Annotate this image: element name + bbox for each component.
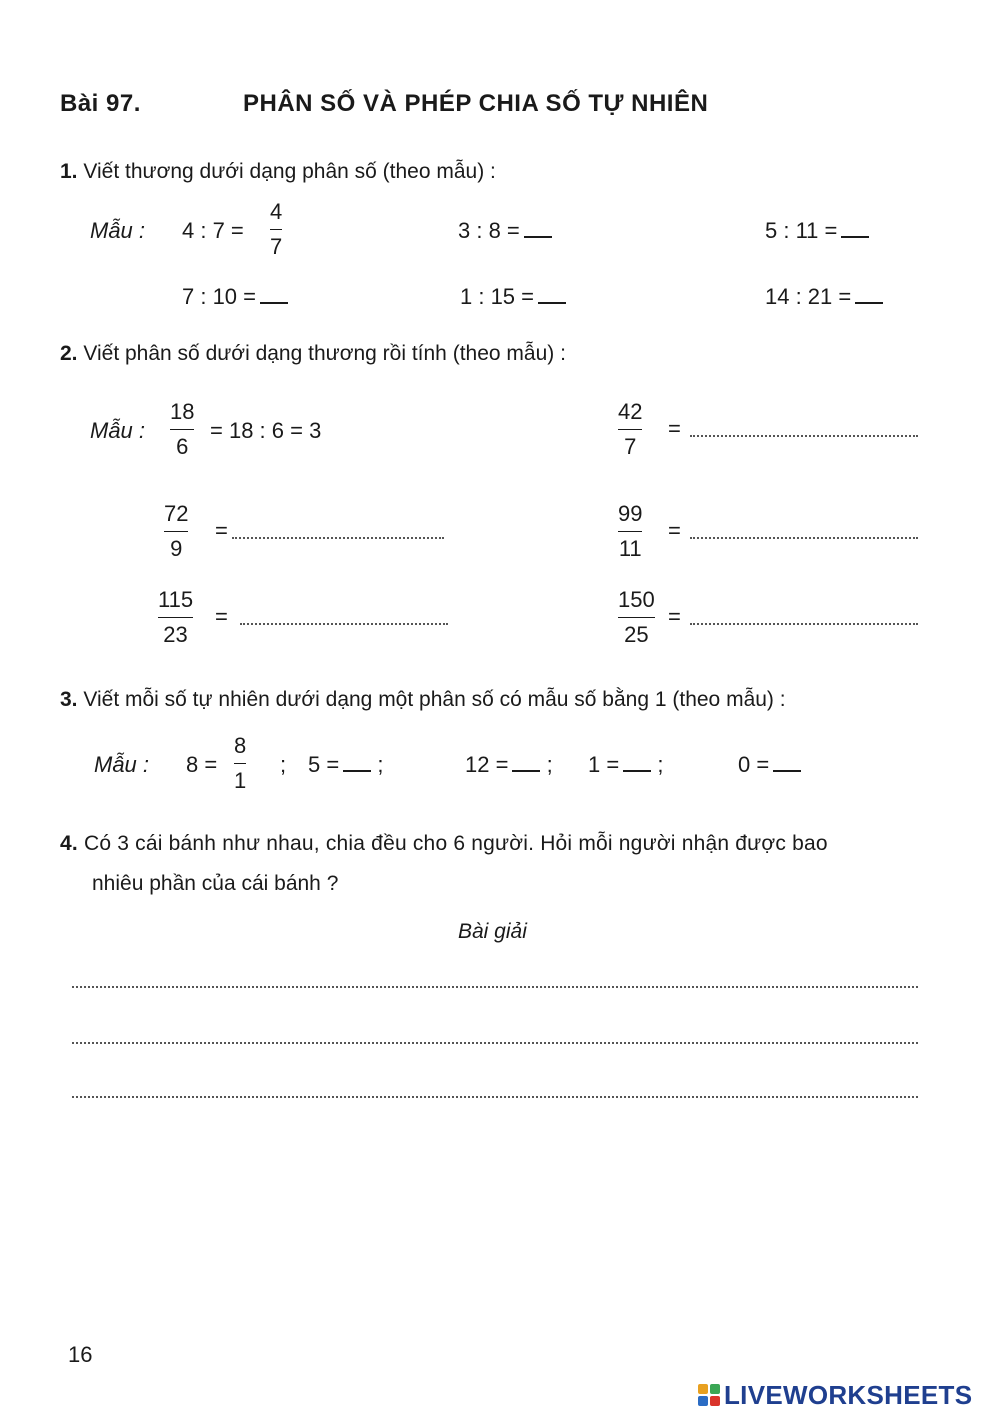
answer-blank[interactable] — [538, 298, 566, 304]
answer-blank[interactable] — [343, 766, 371, 772]
fraction-denominator: 7 — [624, 434, 637, 459]
fraction-denominator: 9 — [170, 536, 183, 561]
exercise-2-sample-label: Mẫu : — [90, 418, 146, 443]
answer-line[interactable] — [690, 623, 918, 625]
fraction-bar — [158, 617, 193, 618]
exercise-1-item — [182, 284, 288, 310]
item-expr: 1 = — [588, 752, 620, 777]
exercise-1-item — [765, 218, 869, 244]
separator: ; — [377, 752, 384, 777]
fraction-numerator: 42 — [618, 399, 643, 424]
page-number: 16 — [68, 1342, 93, 1367]
exercise-3-number: 3. — [60, 688, 78, 711]
exercise-1-sample-expr: 4 : 7 = — [182, 218, 244, 243]
exercise-4-prompt — [60, 832, 828, 856]
equals-sign: = — [668, 416, 681, 441]
answer-line[interactable] — [232, 537, 444, 539]
exercise-2-fraction — [618, 586, 655, 649]
fraction-numerator: 150 — [618, 587, 655, 612]
fraction-bar — [618, 617, 655, 618]
item-expr: 7 : 10 = — [182, 284, 257, 309]
fraction-denominator: 25 — [624, 622, 649, 647]
fraction-numerator: 18 — [170, 399, 195, 424]
exercise-3-sample-fraction — [234, 732, 246, 795]
answer-line[interactable] — [690, 537, 918, 539]
fraction-denominator: 11 — [618, 536, 642, 561]
logo-square — [698, 1384, 708, 1394]
equals-sign: = — [668, 518, 681, 543]
fraction-numerator: 8 — [234, 733, 247, 758]
exercise-2-prompt — [60, 342, 566, 366]
fraction-numerator: 4 — [270, 199, 283, 224]
exercise-1-item — [765, 284, 883, 310]
fraction-bar — [170, 429, 194, 430]
exercise-3-item — [588, 752, 663, 778]
equals-sign: = — [215, 518, 228, 543]
separator: ; — [546, 752, 553, 777]
fraction-denominator: 7 — [270, 234, 283, 259]
item-expr: 1 : 15 = — [460, 284, 535, 309]
item-expr: 12 = — [465, 752, 509, 777]
answer-blank[interactable] — [524, 232, 552, 238]
logo-square — [710, 1396, 720, 1406]
fraction-bar — [618, 429, 642, 430]
exercise-1-sample-label: Mẫu : — [90, 218, 146, 243]
solution-line[interactable] — [72, 986, 918, 988]
answer-blank[interactable] — [512, 766, 540, 772]
equals-sign: = — [215, 604, 228, 629]
answer-line[interactable] — [240, 623, 448, 625]
fraction-bar — [234, 763, 246, 764]
solution-line[interactable] — [72, 1042, 918, 1044]
answer-blank[interactable] — [773, 766, 801, 772]
logo-square — [710, 1384, 720, 1394]
page-title: PHÂN SỐ VÀ PHÉP CHIA SỐ TỰ NHIÊN — [243, 90, 709, 117]
fraction-denominator: 6 — [176, 434, 189, 459]
fraction-numerator: 72 — [164, 501, 189, 526]
separator: ; — [280, 752, 287, 777]
exercise-2-fraction — [618, 398, 642, 461]
fraction-bar — [164, 531, 188, 532]
answer-line[interactable] — [690, 435, 918, 437]
answer-blank[interactable] — [855, 298, 883, 304]
exercise-2-fraction — [618, 500, 642, 563]
exercise-4-text: Có 3 cái bánh như nhau, chia đều cho 6 người. Hỏi mỗi người nhận được bao — [83, 832, 828, 855]
logo-square — [698, 1396, 708, 1406]
answer-blank[interactable] — [623, 766, 651, 772]
exercise-2-number: 2. — [60, 342, 78, 365]
item-expr: 5 = — [308, 752, 340, 777]
liveworksheets-logo-icon — [698, 1384, 720, 1406]
fraction-denominator: 1 — [234, 768, 247, 793]
exercise-1-item — [458, 218, 552, 244]
fraction-numerator: 99 — [618, 501, 643, 526]
exercise-1-prompt — [60, 160, 496, 184]
exercise-1-number: 1. — [60, 160, 78, 183]
exercise-2-sample-result: = 18 : 6 = 3 — [210, 418, 322, 443]
exercise-4-number: 4. — [60, 832, 78, 855]
item-expr: 3 : 8 = — [458, 218, 520, 243]
exercise-2-fraction — [164, 500, 188, 563]
exercise-3-prompt — [60, 688, 786, 712]
item-expr: 14 : 21 = — [765, 284, 852, 309]
exercise-4-prompt-cont: nhiêu phần của cái bánh ? — [92, 872, 339, 895]
separator: ; — [657, 752, 664, 777]
fraction-numerator: 115 — [158, 587, 194, 612]
answer-blank[interactable] — [260, 298, 288, 304]
exercise-2-sample-fraction — [170, 398, 194, 461]
fraction-bar — [618, 531, 642, 532]
exercise-1-text: Viết thương dưới dạng phân số (theo mẫu) : — [83, 160, 496, 183]
brand-wordmark: LIVEWORKSHEETS — [724, 1380, 973, 1410]
equals-sign: = — [668, 604, 681, 629]
fraction-denominator: 23 — [163, 622, 188, 647]
solution-label: Bài giải — [458, 920, 527, 943]
fraction-bar — [270, 229, 282, 230]
exercise-3-item — [738, 752, 801, 778]
exercise-2-fraction — [158, 586, 193, 649]
exercise-1-sample-fraction — [270, 198, 282, 261]
exercise-3-sample-label: Mẫu : — [94, 752, 150, 777]
exercise-1-item — [460, 284, 566, 310]
exercise-3-sample-expr: 8 = — [186, 752, 218, 777]
exercise-3-item — [308, 752, 383, 778]
exercise-3-item — [465, 752, 553, 778]
solution-line[interactable] — [72, 1096, 918, 1098]
lesson-number: Bài 97. — [60, 90, 141, 117]
item-expr: 0 = — [738, 752, 770, 777]
item-expr: 5 : 11 = — [765, 218, 838, 243]
exercise-2-text: Viết phân số dưới dạng thương rồi tính (theo mẫu) : — [83, 342, 566, 365]
answer-blank[interactable] — [841, 232, 869, 238]
exercise-3-text: Viết mỗi số tự nhiên dưới dạng một phân số có mẫu số bằng 1 (theo mẫu) : — [83, 688, 786, 711]
